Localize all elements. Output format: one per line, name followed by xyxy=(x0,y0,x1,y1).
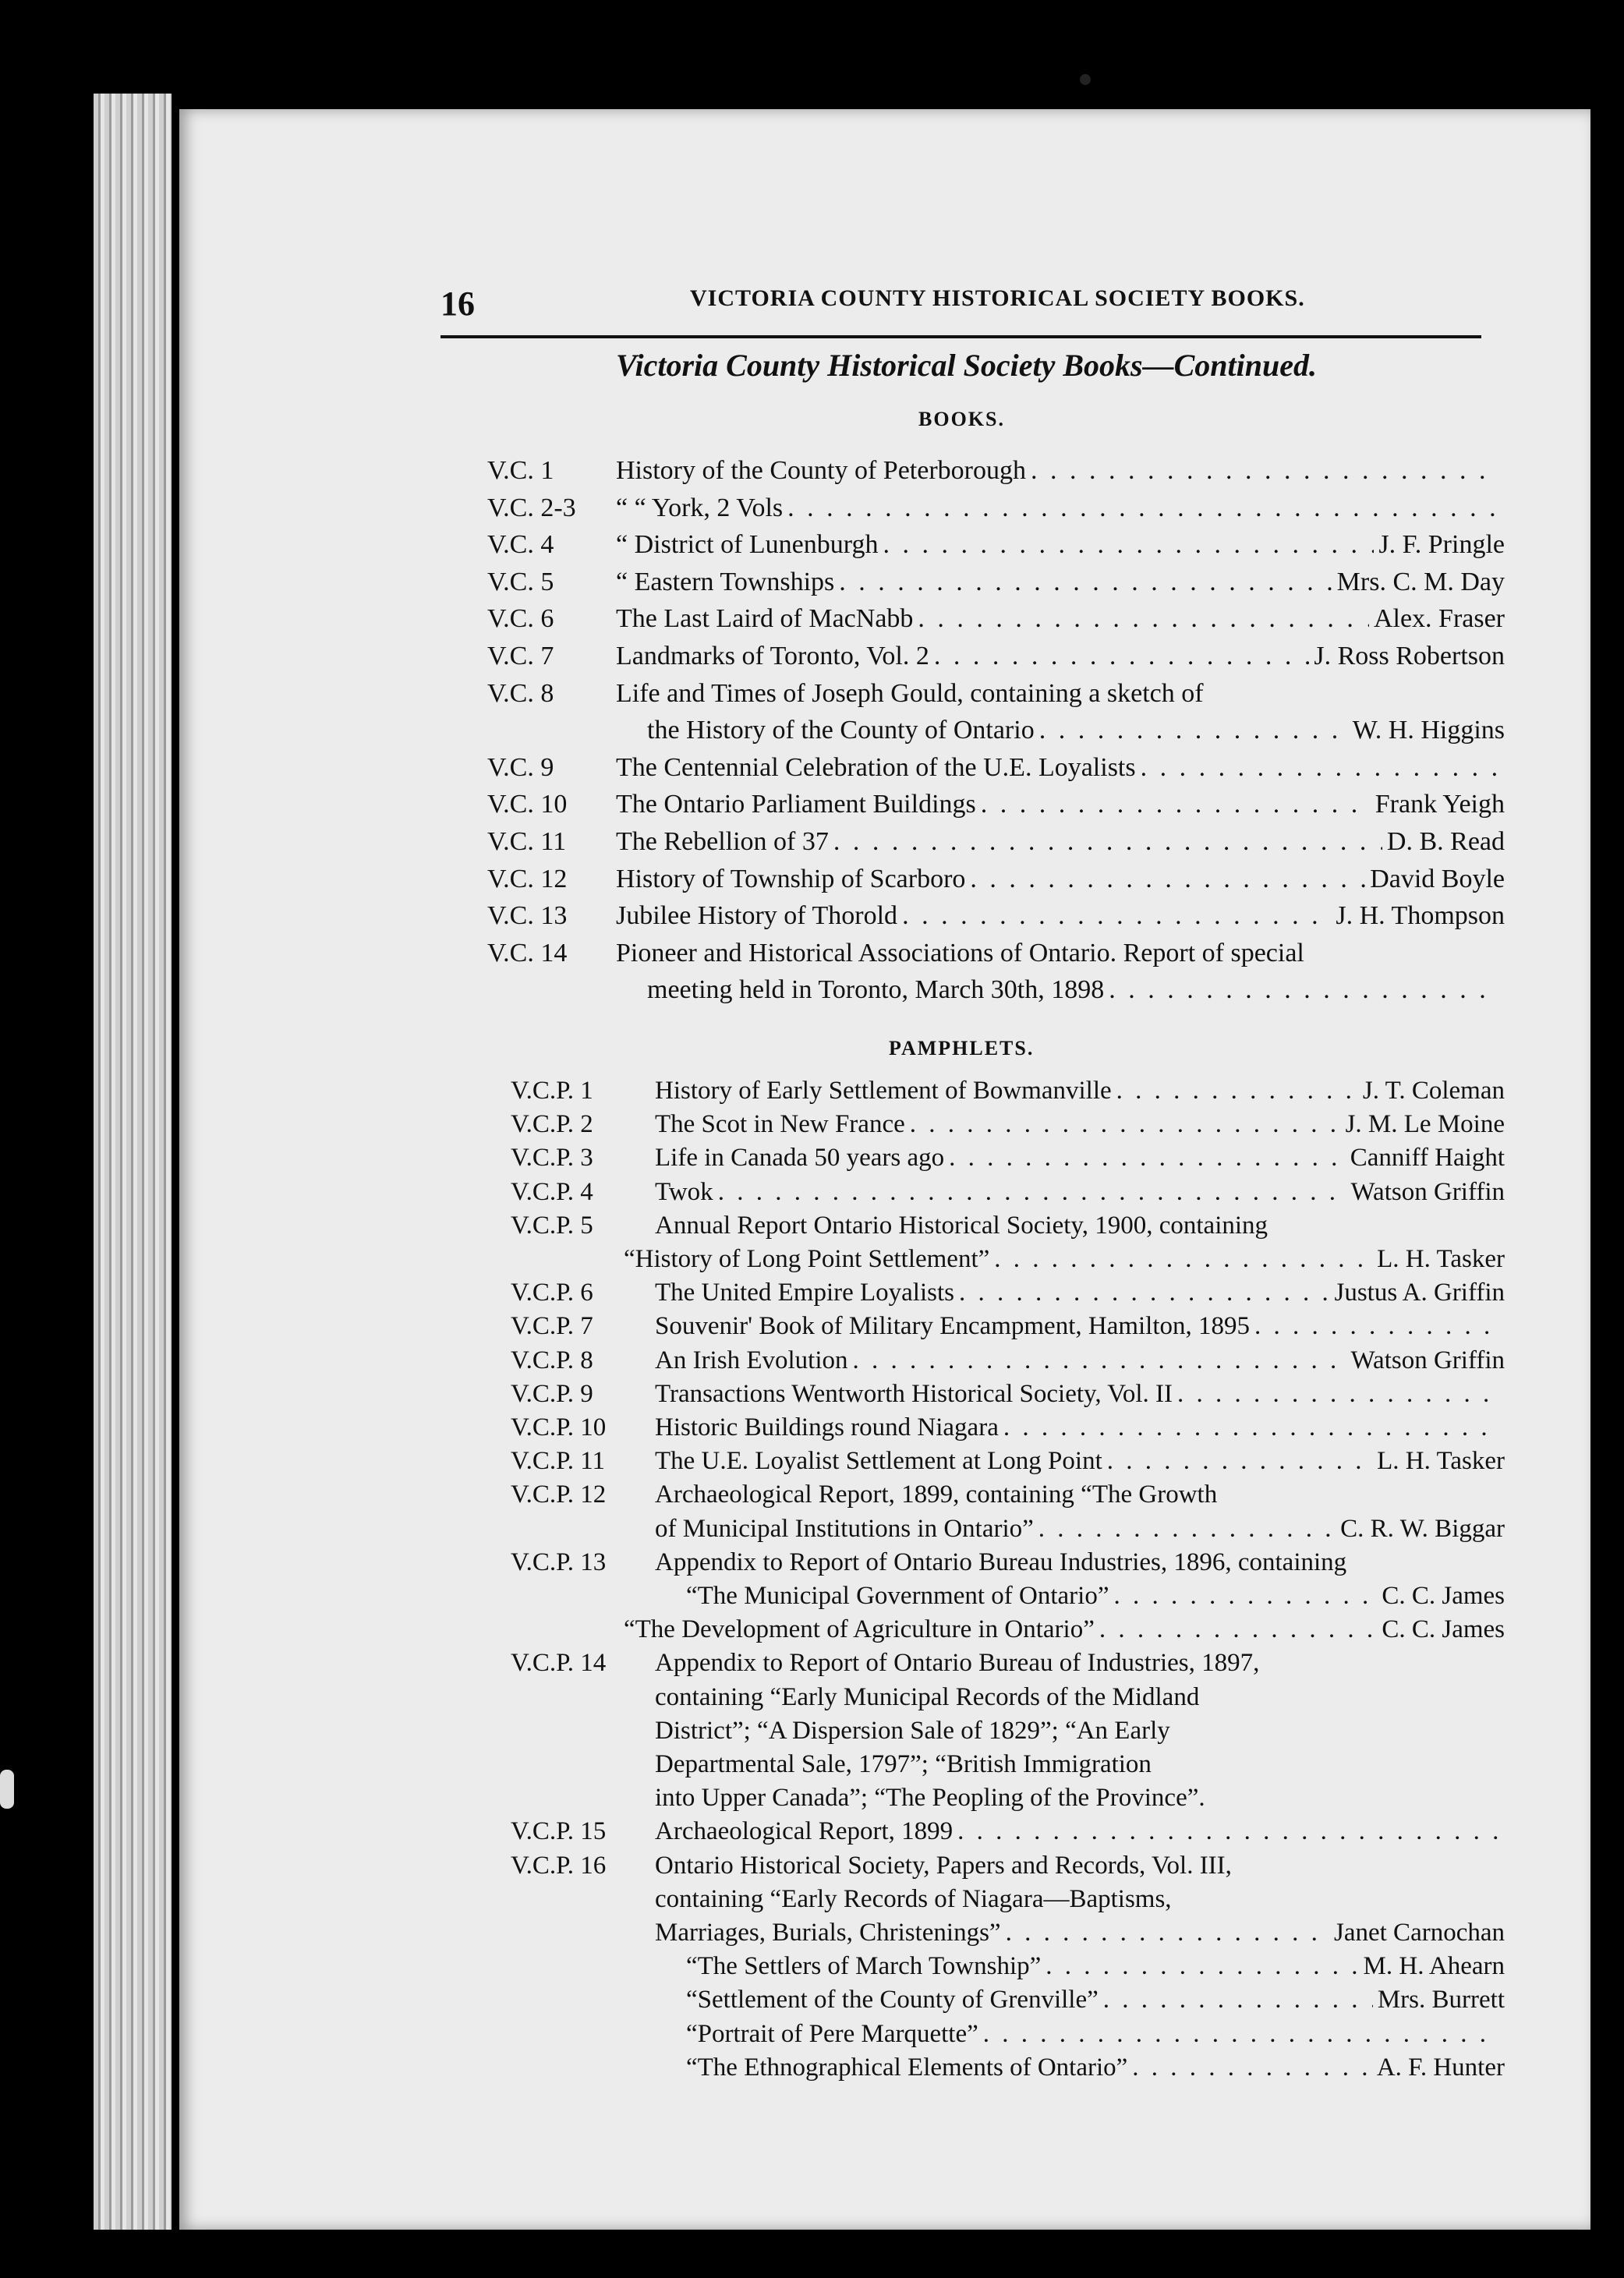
leader-dots xyxy=(983,2018,1500,2051)
item-line xyxy=(655,1478,1505,1512)
item-code: V.C.P. 3 xyxy=(511,1144,593,1173)
book-page-edges xyxy=(94,94,172,2230)
leader-dots xyxy=(949,1141,1346,1175)
item-code: V.C. 4 xyxy=(487,530,554,560)
item-line xyxy=(686,1950,1505,1983)
item-code: V.C.P. 6 xyxy=(511,1279,593,1307)
item-line xyxy=(616,897,1505,935)
item-title: Jubilee History of Thorold xyxy=(616,901,898,931)
leader-dots xyxy=(1109,971,1500,1009)
item-line xyxy=(686,1983,1505,2017)
leader-dots xyxy=(852,1344,1346,1378)
item-line xyxy=(616,786,1505,823)
item-line xyxy=(655,1074,1505,1108)
leader-dots xyxy=(1107,1445,1372,1478)
item-code: V.C.P. 16 xyxy=(511,1851,607,1880)
item-line xyxy=(624,1613,1505,1647)
item-line xyxy=(655,1815,1505,1848)
leader-dots xyxy=(833,823,1382,861)
item-line xyxy=(655,1916,1505,1950)
item-title: The Last Laird of MacNabb xyxy=(616,604,914,634)
item-author: Alex. Fraser xyxy=(1373,604,1505,634)
item-title: Souvenir' Book of Military Encampment, Hamilton, 1895 xyxy=(655,1312,1251,1341)
item-code: V.C.P. 8 xyxy=(511,1346,593,1374)
item-line xyxy=(655,1378,1505,1411)
item-title: The United Empire Loyalists xyxy=(655,1279,954,1307)
item-line xyxy=(655,1108,1505,1141)
item-title: The U.E. Loyalist Settlement at Long Point xyxy=(655,1447,1102,1476)
item-line xyxy=(655,1781,1505,1815)
item-line xyxy=(616,638,1505,675)
section-title: Victoria County Historical Society Books—Continued. xyxy=(616,348,1318,383)
item-code: V.C.P. 2 xyxy=(511,1110,593,1139)
item-author: J. M. Le Moine xyxy=(1345,1110,1505,1139)
item-line xyxy=(655,1344,1505,1378)
item-line xyxy=(686,1579,1505,1613)
item-line xyxy=(647,712,1505,749)
item-title: Life in Canada 50 years ago xyxy=(655,1144,945,1173)
item-code: V.C. 12 xyxy=(487,864,568,893)
item-code: V.C.P. 7 xyxy=(511,1312,593,1341)
item-line xyxy=(655,1748,1505,1781)
item-author: D. B. Read xyxy=(1386,827,1505,856)
leader-dots xyxy=(970,861,1365,898)
item-title: The Centennial Celebration of the U.E. Loyalists xyxy=(616,752,1136,782)
leader-dots xyxy=(959,1276,1330,1310)
item-code: V.C. 5 xyxy=(487,567,554,596)
item-line xyxy=(655,1445,1505,1478)
item-code: V.C.P. 4 xyxy=(511,1177,593,1206)
item-title: Departmental Sale, 1797”; “British Immigration xyxy=(655,1749,1152,1778)
leader-dots xyxy=(1099,1613,1377,1647)
pamphlets-heading: PAMPHLETS. xyxy=(889,1037,1035,1059)
item-author: David Boyle xyxy=(1370,864,1505,893)
leader-dots xyxy=(1006,1916,1329,1950)
item-line xyxy=(616,600,1505,638)
leader-dots xyxy=(1039,712,1348,749)
books-heading: BOOKS. xyxy=(918,408,1005,430)
leader-dots xyxy=(910,1108,1341,1141)
item-title: District”; “A Dispersion Sale of 1829”; “An Early xyxy=(655,1716,1170,1745)
page-number: 16 xyxy=(440,285,475,323)
leader-dots xyxy=(957,1815,1500,1848)
item-title: History of Early Settlement of Bowmanville xyxy=(655,1077,1112,1105)
leader-dots xyxy=(918,600,1369,638)
leader-dots xyxy=(1114,1579,1378,1613)
scan-edge-mark xyxy=(0,1770,14,1809)
leader-dots xyxy=(981,786,1371,823)
item-title: “ “ York, 2 Vols xyxy=(616,493,784,522)
item-line xyxy=(655,1546,1505,1579)
item-line xyxy=(655,1512,1505,1546)
item-code: V.C. 7 xyxy=(487,642,554,670)
item-code: V.C. 10 xyxy=(487,790,568,819)
item-code: V.C.P. 10 xyxy=(511,1413,607,1441)
item-title: Twok xyxy=(655,1177,713,1206)
item-code: V.C.P. 1 xyxy=(511,1077,593,1105)
item-title: Life and Times of Joseph Gould, containing a sketch of xyxy=(616,678,1204,708)
item-author: Mrs. Burrett xyxy=(1377,1986,1505,2014)
leader-dots xyxy=(994,1243,1372,1276)
leader-dots xyxy=(883,526,1374,564)
item-title: “Settlement of the County of Grenville” xyxy=(686,1986,1099,2014)
item-author: J. H. Thompson xyxy=(1336,901,1505,931)
item-author: M. H. Ahearn xyxy=(1363,1952,1505,1981)
item-title: An Irish Evolution xyxy=(655,1346,848,1374)
item-title: “History of Long Point Settlement” xyxy=(624,1244,990,1273)
item-author: L. H. Tasker xyxy=(1377,1244,1505,1273)
item-code: V.C.P. 9 xyxy=(511,1379,593,1408)
item-line xyxy=(655,1276,1505,1310)
item-author: Justus A. Griffin xyxy=(1334,1279,1505,1307)
item-line xyxy=(616,490,1505,527)
page-header xyxy=(440,281,1481,338)
item-title: Marriages, Burials, Christenings” xyxy=(655,1918,1001,1947)
item-line xyxy=(655,1141,1505,1175)
item-title: into Upper Canada”; “The Peopling of the Province”. xyxy=(655,1784,1205,1813)
leader-dots xyxy=(787,490,1500,527)
item-author: Mrs. C. M. Day xyxy=(1336,567,1505,596)
item-line xyxy=(616,452,1505,490)
item-title: “The Municipal Government of Ontario” xyxy=(686,1581,1109,1610)
item-line xyxy=(616,526,1505,564)
item-title: Appendix to Report of Ontario Bureau Industries, 1896, containing xyxy=(655,1548,1347,1576)
item-author: Frank Yeigh xyxy=(1375,790,1505,819)
item-line xyxy=(616,861,1505,898)
leader-dots xyxy=(902,897,1331,935)
item-title: Historic Buildings round Niagara xyxy=(655,1413,999,1441)
item-line xyxy=(686,2051,1505,2085)
item-title: Transactions Wentworth Historical Society, Vol. II xyxy=(655,1379,1173,1408)
leader-dots xyxy=(839,564,1332,601)
item-code: V.C.P. 15 xyxy=(511,1817,607,1846)
item-title: “ Eastern Townships xyxy=(616,567,835,596)
item-title: “Portrait of Pere Marquette” xyxy=(686,2019,978,2048)
item-title: Archaeological Report, 1899, containing “The Growth xyxy=(655,1480,1218,1509)
item-title: “The Settlers of March Township” xyxy=(686,1952,1042,1981)
item-line xyxy=(624,1243,1505,1276)
item-title: Archaeological Report, 1899 xyxy=(655,1817,954,1846)
item-line xyxy=(655,1849,1505,1883)
item-title: Pioneer and Historical Associations of Ontario. Report of special xyxy=(616,938,1304,967)
item-author: W. H. Higgins xyxy=(1352,716,1505,745)
item-code: V.C. 6 xyxy=(487,604,554,634)
item-title: meeting held in Toronto, March 30th, 1898 xyxy=(647,975,1105,1005)
item-code: V.C. 2-3 xyxy=(487,493,576,522)
item-title: “ District of Lunenburgh xyxy=(616,530,879,560)
item-line xyxy=(655,1647,1505,1680)
item-author: J. F. Pringle xyxy=(1378,530,1505,560)
item-line xyxy=(655,1176,1505,1209)
item-code: V.C.P. 14 xyxy=(511,1649,607,1678)
item-line xyxy=(655,1681,1505,1714)
item-title: History of the County of Peterborough xyxy=(616,456,1026,485)
item-line xyxy=(616,675,1505,713)
item-line xyxy=(616,935,1505,972)
item-author: Watson Griffin xyxy=(1350,1177,1505,1206)
leader-dots xyxy=(1003,1411,1500,1445)
item-code: V.C. 9 xyxy=(487,752,554,782)
speck-mark xyxy=(1080,74,1091,85)
item-author: Watson Griffin xyxy=(1350,1346,1505,1374)
item-title: History of Township of Scarboro xyxy=(616,864,966,893)
item-title: Ontario Historical Society, Papers and Records, Vol. III, xyxy=(655,1851,1232,1880)
item-title: The Ontario Parliament Buildings xyxy=(616,790,976,819)
leader-dots xyxy=(1046,1950,1358,1983)
item-title: “The Development of Agriculture in Ontario” xyxy=(624,1615,1095,1644)
leader-dots xyxy=(1038,1512,1336,1546)
item-code: V.C. 1 xyxy=(487,456,554,485)
leader-dots xyxy=(1031,452,1500,490)
leader-dots xyxy=(934,638,1310,675)
item-line xyxy=(686,2018,1505,2051)
item-title: Annual Report Ontario Historical Society, 1900, containing xyxy=(655,1211,1268,1240)
running-title: VICTORIA COUNTY HISTORICAL SOCIETY BOOKS. xyxy=(690,285,1305,311)
item-author: C. C. James xyxy=(1382,1615,1505,1644)
item-author: J. Ross Robertson xyxy=(1314,642,1505,670)
leader-dots xyxy=(1132,2051,1372,2085)
item-author: Canniff Haight xyxy=(1350,1144,1505,1173)
item-title: Landmarks of Toronto, Vol. 2 xyxy=(616,642,929,670)
item-code: V.C.P. 12 xyxy=(511,1480,607,1509)
leader-dots xyxy=(1254,1310,1500,1343)
item-line xyxy=(655,1714,1505,1748)
item-code: V.C.P. 13 xyxy=(511,1548,607,1576)
item-author: J. T. Coleman xyxy=(1362,1077,1505,1105)
item-title: “The Ethnographical Elements of Ontario” xyxy=(686,2053,1128,2082)
item-title: The Scot in New France xyxy=(655,1110,905,1139)
item-line xyxy=(655,1310,1505,1343)
item-author: Janet Carnochan xyxy=(1334,1918,1505,1947)
item-title: containing “Early Records of Niagara—Baptisms, xyxy=(655,1884,1172,1913)
leader-dots xyxy=(1177,1378,1500,1411)
item-author: A. F. Hunter xyxy=(1376,2053,1505,2082)
item-code: V.C. 13 xyxy=(487,901,568,931)
leader-dots xyxy=(1103,1983,1373,2017)
item-author: L. H. Tasker xyxy=(1377,1447,1505,1476)
item-line xyxy=(616,749,1505,787)
leader-dots xyxy=(1141,749,1500,787)
leader-dots xyxy=(718,1176,1346,1209)
item-line xyxy=(647,971,1505,1009)
item-title: the History of the County of Ontario xyxy=(647,716,1035,745)
item-title: of Municipal Institutions in Ontario” xyxy=(655,1514,1034,1543)
item-line xyxy=(655,1209,1505,1243)
item-code: V.C. 14 xyxy=(487,938,568,967)
item-line xyxy=(616,564,1505,601)
leader-dots xyxy=(1116,1074,1358,1108)
item-line xyxy=(616,823,1505,861)
item-author: C. C. James xyxy=(1382,1581,1505,1610)
item-code: V.C.P. 11 xyxy=(511,1447,606,1476)
item-code: V.C. 8 xyxy=(487,678,554,708)
item-title: Appendix to Report of Ontario Bureau of Industries, 1897, xyxy=(655,1649,1260,1678)
item-line xyxy=(655,1411,1505,1445)
item-code: V.C. 11 xyxy=(487,827,567,856)
item-line xyxy=(655,1883,1505,1916)
item-code: V.C.P. 5 xyxy=(511,1211,593,1240)
item-title: containing “Early Municipal Records of the Midland xyxy=(655,1682,1200,1711)
item-title: The Rebellion of 37 xyxy=(616,827,829,856)
item-author: C. R. W. Biggar xyxy=(1340,1514,1505,1543)
